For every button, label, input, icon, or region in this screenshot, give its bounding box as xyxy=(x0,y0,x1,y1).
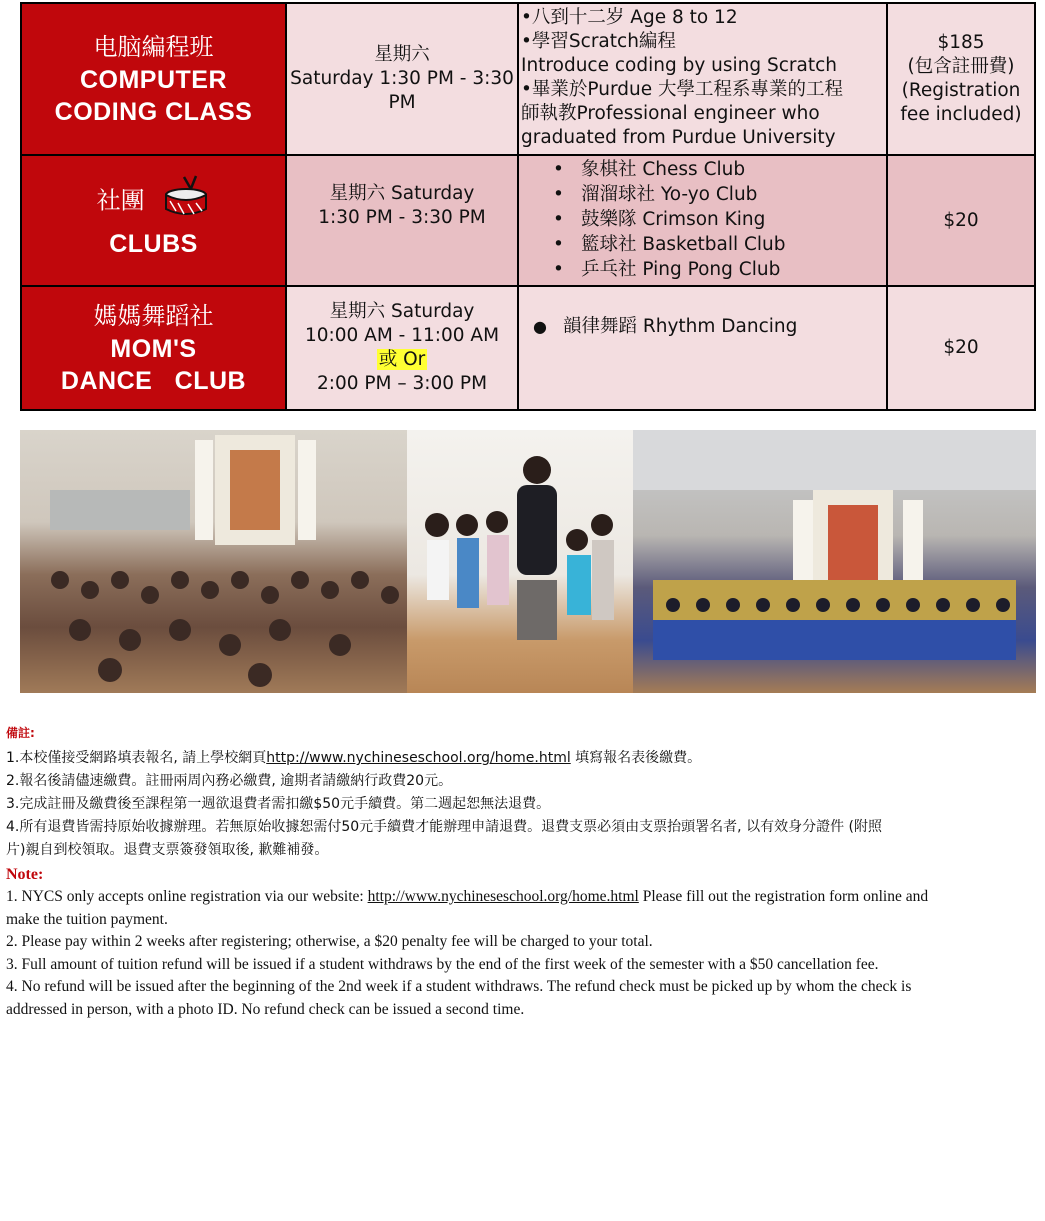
class-name-en: COMPUTER xyxy=(79,65,228,94)
note-zh-line xyxy=(6,747,1036,770)
class-time-cell xyxy=(287,4,519,154)
note-text: 1.本校僅接受網路填表報名, 請上學校網頁 xyxy=(6,750,267,766)
class-name-zh: 电脑編程班 xyxy=(93,32,214,61)
note-zh-line: 2.報名後請儘速繳費。註冊兩周內務必繳費, 逾期者請繳納行政費20元。 xyxy=(6,773,453,789)
desc-line: •八到十二岁 Age 8 to 12 xyxy=(521,7,738,28)
class-price-cell xyxy=(888,4,1034,154)
bullet-icon: ● xyxy=(533,317,547,336)
club-list xyxy=(519,156,886,283)
notes-zh-title: 備註: xyxy=(6,726,35,740)
desc-line: graduated from Purdue University xyxy=(521,127,836,148)
note-zh-line: 片)親自到校領取。退費支票簽發領取後, 歉難補發。 xyxy=(6,842,329,858)
class-name-en: CLUBS xyxy=(109,230,198,258)
class-name-en-2: DANCE CLUB xyxy=(60,366,247,395)
list-item: • 象棋社 Chess Club xyxy=(553,158,886,183)
note-en-line xyxy=(6,886,1036,909)
class-name-zh: 媽媽舞蹈社 xyxy=(93,301,214,330)
photo-strip xyxy=(20,430,1036,693)
class-name-en-2: CODING CLASS xyxy=(54,97,253,126)
photo-ceremony xyxy=(633,430,1036,693)
class-name-cell xyxy=(22,287,287,409)
table-row-coding xyxy=(22,4,1034,154)
class-name-zh: 社團 xyxy=(96,186,145,215)
class-desc-cell xyxy=(519,156,888,285)
class-time-alt: 2:00 PM – 3:00 PM xyxy=(316,373,488,394)
photo-dance-group xyxy=(407,430,633,693)
class-desc-cell xyxy=(519,287,888,409)
note-zh-line: 3.完成註冊及繳費後至課程第一週欲退費者需扣繳$50元手續費。第二週起恕無法退費。 xyxy=(6,796,551,812)
note-text: Please fill out the registration form online and xyxy=(638,888,929,905)
price-note: (Registration xyxy=(901,80,1021,101)
note-en-line: make the tuition payment. xyxy=(6,910,168,928)
note-text: 1. NYCS only accepts online registration via our website: xyxy=(6,888,368,905)
note-en-line: addressed in person, with a photo ID. No refund check can be issued a second time. xyxy=(6,1000,525,1018)
price: $20 xyxy=(943,337,979,358)
desc-line: •畢業於Purdue 大學工程系專業的工程 xyxy=(521,79,843,100)
drum-icon xyxy=(162,175,210,228)
note-text: 填寫報名表後繳費。 xyxy=(570,750,702,766)
class-name-en: MOM'S xyxy=(110,334,197,363)
class-day: 星期六 xyxy=(374,44,430,65)
class-name-cell xyxy=(22,156,287,285)
class-name-zh-wrap xyxy=(97,175,211,228)
class-price-cell xyxy=(888,287,1034,409)
class-time-cell xyxy=(287,287,519,409)
class-time: 1:30 PM - 3:30 PM xyxy=(318,207,486,228)
list-item: • 籃球社 Basketball Club xyxy=(553,233,886,258)
class-time-cont: PM xyxy=(388,92,416,113)
desc-line: Introduce coding by using Scratch xyxy=(521,55,838,76)
class-price-cell xyxy=(888,156,1034,285)
notes-en-title: Note: xyxy=(6,866,44,883)
desc-line: •學習Scratch編程 xyxy=(521,31,676,52)
price-note: (包含註冊費) xyxy=(907,56,1015,77)
note-zh-line: 4.所有退費皆需持原始收據辦理。若無原始收據恕需付50元手續費才能辦理申請退費。退費支票必須由支票抬頭署名者, 以有效身分證件 (附照 xyxy=(6,819,882,835)
class-desc-cell xyxy=(519,4,888,154)
class-name-cell xyxy=(22,4,287,154)
class-table xyxy=(20,2,1036,411)
table-row-dance xyxy=(22,287,1034,409)
class-day: 星期六 Saturday xyxy=(329,301,475,322)
price: $185 xyxy=(937,32,985,53)
list-item: • 乒乓社 Ping Pong Club xyxy=(553,258,886,283)
notes-section xyxy=(6,724,1036,1021)
list-item: 韻律舞蹈 Rhythm Dancing xyxy=(563,316,798,337)
school-website-link-en[interactable]: http://www.nychineseschool.org/home.html xyxy=(367,888,639,905)
price-note: fee included) xyxy=(900,104,1022,125)
school-website-link[interactable]: http://www.nychineseschool.org/home.html xyxy=(266,750,571,766)
class-day: 星期六 Saturday xyxy=(329,183,475,204)
list-item: • 鼓樂隊 Crimson King xyxy=(553,208,886,233)
note-en-line: 4. No refund will be issued after the beginning of the 2nd week if a student withdraws. The refund check must be picked up by whom the check is xyxy=(6,978,912,995)
list-item: • 溜溜球社 Yo-yo Club xyxy=(553,183,886,208)
table-row-clubs xyxy=(22,156,1034,285)
desc-line: 師執教Professional engineer who xyxy=(521,103,820,124)
note-en-line: 3. Full amount of tuition refund will be issued if a student withdraws by the end of the first week of the semester with a $50 cancellation fee. xyxy=(6,955,879,973)
class-time: 10:00 AM - 11:00 AM xyxy=(304,325,500,346)
or-highlight: 或 Or xyxy=(378,349,426,370)
class-time: Saturday 1:30 PM - 3:30 xyxy=(290,68,514,89)
price: $20 xyxy=(943,209,979,231)
note-en-line: 2. Please pay within 2 weeks after registering; otherwise, a $20 penalty fee will be charged to your total. xyxy=(6,933,653,950)
photo-assembly xyxy=(20,430,407,693)
class-time-cell xyxy=(287,156,519,285)
